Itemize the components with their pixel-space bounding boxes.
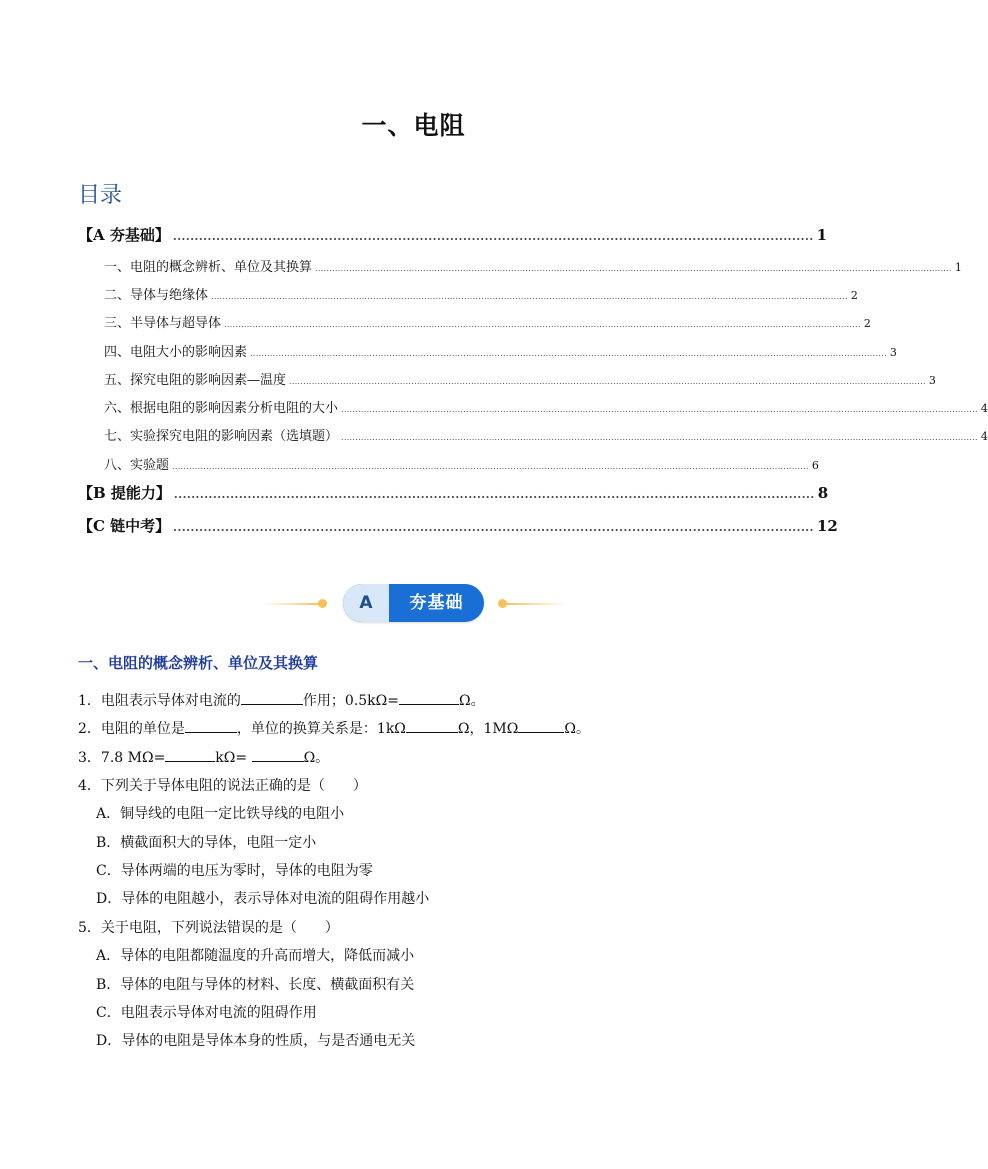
question-2 — [78, 718, 590, 738]
option-b[interactable]: B．横截面积大的导体，电阻一定小 — [96, 835, 317, 851]
toc-section-label: 【C 链中考】 — [78, 517, 171, 535]
banner-decor-dot — [318, 599, 327, 608]
banner-decor-line — [262, 603, 322, 605]
question-text: kΩ= — [215, 750, 248, 766]
toc-item-label: 二、导体与绝缘体 — [104, 288, 209, 303]
option-a[interactable]: A．铜导线的电阻一定比铁导线的电阻小 — [96, 806, 345, 822]
toc-page-number: 3 — [928, 374, 936, 387]
toc-page-number: 4 — [980, 430, 988, 443]
toc-leader: ................................................................................................................................................................................................................................ — [341, 405, 978, 414]
answer-blank[interactable] — [185, 718, 237, 733]
toc-page-number: 2 — [850, 289, 858, 302]
toc-item-6[interactable] — [104, 397, 988, 416]
banner-letter: A — [343, 584, 389, 622]
toc-page-number: 1 — [816, 226, 828, 244]
toc-item-5[interactable] — [104, 369, 936, 388]
toc-section-b[interactable] — [78, 482, 829, 503]
banner-text: 夯基础 — [409, 593, 464, 613]
toc-leader: ................................................................................................................................................................................................................................ — [289, 377, 926, 386]
question-text: 2．电阻的单位是 — [78, 721, 185, 737]
toc-leader: ................................................................................................................................................................................................................................ — [315, 264, 952, 273]
toc-item-label: 八、实验题 — [104, 458, 170, 473]
toc-item-8[interactable] — [104, 454, 819, 473]
toc-item-label: 五、探究电阻的影响因素—温度 — [104, 373, 287, 388]
banner-decor-line — [506, 603, 566, 605]
option-d[interactable]: D．导体的电阻越小，表示导体对电流的阻碍作用越小 — [96, 891, 430, 907]
answer-blank[interactable] — [252, 747, 304, 762]
toc-leader: ................................................................................................................................................................................................................................ — [211, 292, 848, 301]
option-a[interactable]: A．导体的电阻都随温度的升高而增大，降低而减小 — [96, 948, 415, 964]
answer-blank[interactable] — [399, 690, 459, 705]
question-text: 作用；0.5kΩ= — [302, 693, 400, 709]
question-text: Ω。 — [459, 693, 485, 709]
toc-section-a[interactable] — [78, 224, 828, 245]
question-4-stem: 4．下列关于导体电阻的说法正确的是（ ） — [78, 778, 367, 794]
toc-item-label: 七、实验探究电阻的影响因素（选填题） — [104, 429, 339, 444]
answer-blank[interactable] — [165, 747, 215, 762]
toc-item-label: 四、电阻大小的影响因素 — [104, 345, 248, 360]
answer-blank[interactable] — [241, 690, 303, 705]
toc-item-1[interactable] — [104, 256, 962, 275]
toc-item-2[interactable] — [104, 284, 858, 303]
option-b[interactable]: B．导体的电阻与导体的材料、长度、横截面积有关 — [96, 977, 415, 993]
toc-item-7[interactable] — [104, 425, 988, 444]
answer-blank[interactable] — [518, 718, 564, 733]
question-3 — [78, 747, 329, 767]
section-banner — [343, 584, 484, 622]
toc-leader: ................................................................................................................................................................................................................................ — [172, 462, 809, 471]
option-d[interactable]: D．导体的电阻是导体本身的性质，与是否通电无关 — [96, 1033, 416, 1049]
toc-leader: .................................................................................................................................................... — [173, 521, 814, 534]
question-text: Ω，1MΩ — [457, 721, 519, 737]
option-c[interactable]: C．电阻表示导体对电流的阻碍作用 — [96, 1005, 317, 1021]
toc-page-number: 3 — [889, 346, 897, 359]
toc-section-label: 【A 夯基础】 — [78, 226, 170, 244]
page-title: 一、电阻 — [361, 111, 466, 140]
question-text: 1．电阻表示导体对电流的 — [78, 693, 241, 709]
toc-page-number: 12 — [816, 517, 838, 535]
toc-page-number: 1 — [954, 261, 962, 274]
toc-item-3[interactable] — [104, 312, 871, 331]
toc-page-number: 4 — [980, 402, 988, 415]
toc-page-number: 8 — [817, 484, 829, 502]
question-text: Ω。 — [303, 750, 330, 766]
toc-item-label: 三、半导体与超导体 — [104, 316, 222, 331]
toc-leader: ................................................................................................................................................................................................................................ — [224, 320, 861, 329]
toc-page-number: 6 — [811, 459, 819, 472]
question-1 — [78, 690, 485, 710]
question-text: Ω。 — [564, 721, 590, 737]
question-5-stem: 5．关于电阻，下列说法错误的是（ ） — [78, 920, 339, 936]
toc-leader: .................................................................................................................................................... — [173, 488, 815, 501]
answer-blank[interactable] — [406, 718, 458, 733]
toc-item-label: 六、根据电阻的影响因素分析电阻的大小 — [104, 401, 339, 416]
toc-section-c[interactable] — [78, 515, 838, 536]
question-text: ，单位的换算关系是：1kΩ — [236, 721, 406, 737]
question-text: 3．7.8 MΩ= — [78, 750, 166, 766]
toc-leader: ................................................................................................................................................................................................................................ — [250, 349, 887, 358]
toc-item-4[interactable] — [104, 341, 897, 360]
toc-heading: 目录 — [78, 183, 123, 208]
toc-page-number: 2 — [863, 317, 871, 330]
toc-section-label: 【B 提能力】 — [78, 484, 171, 502]
toc-leader: ................................................................................................................................................................................................................................ — [341, 433, 978, 442]
toc-leader: .................................................................................................................................................... — [172, 230, 814, 243]
toc-item-label: 一、电阻的概念辨析、单位及其换算 — [104, 260, 313, 275]
section-heading: 一、电阻的概念辨析、单位及其换算 — [78, 654, 319, 672]
option-c[interactable]: C．导体两端的电压为零时，导体的电阻为零 — [96, 863, 373, 879]
